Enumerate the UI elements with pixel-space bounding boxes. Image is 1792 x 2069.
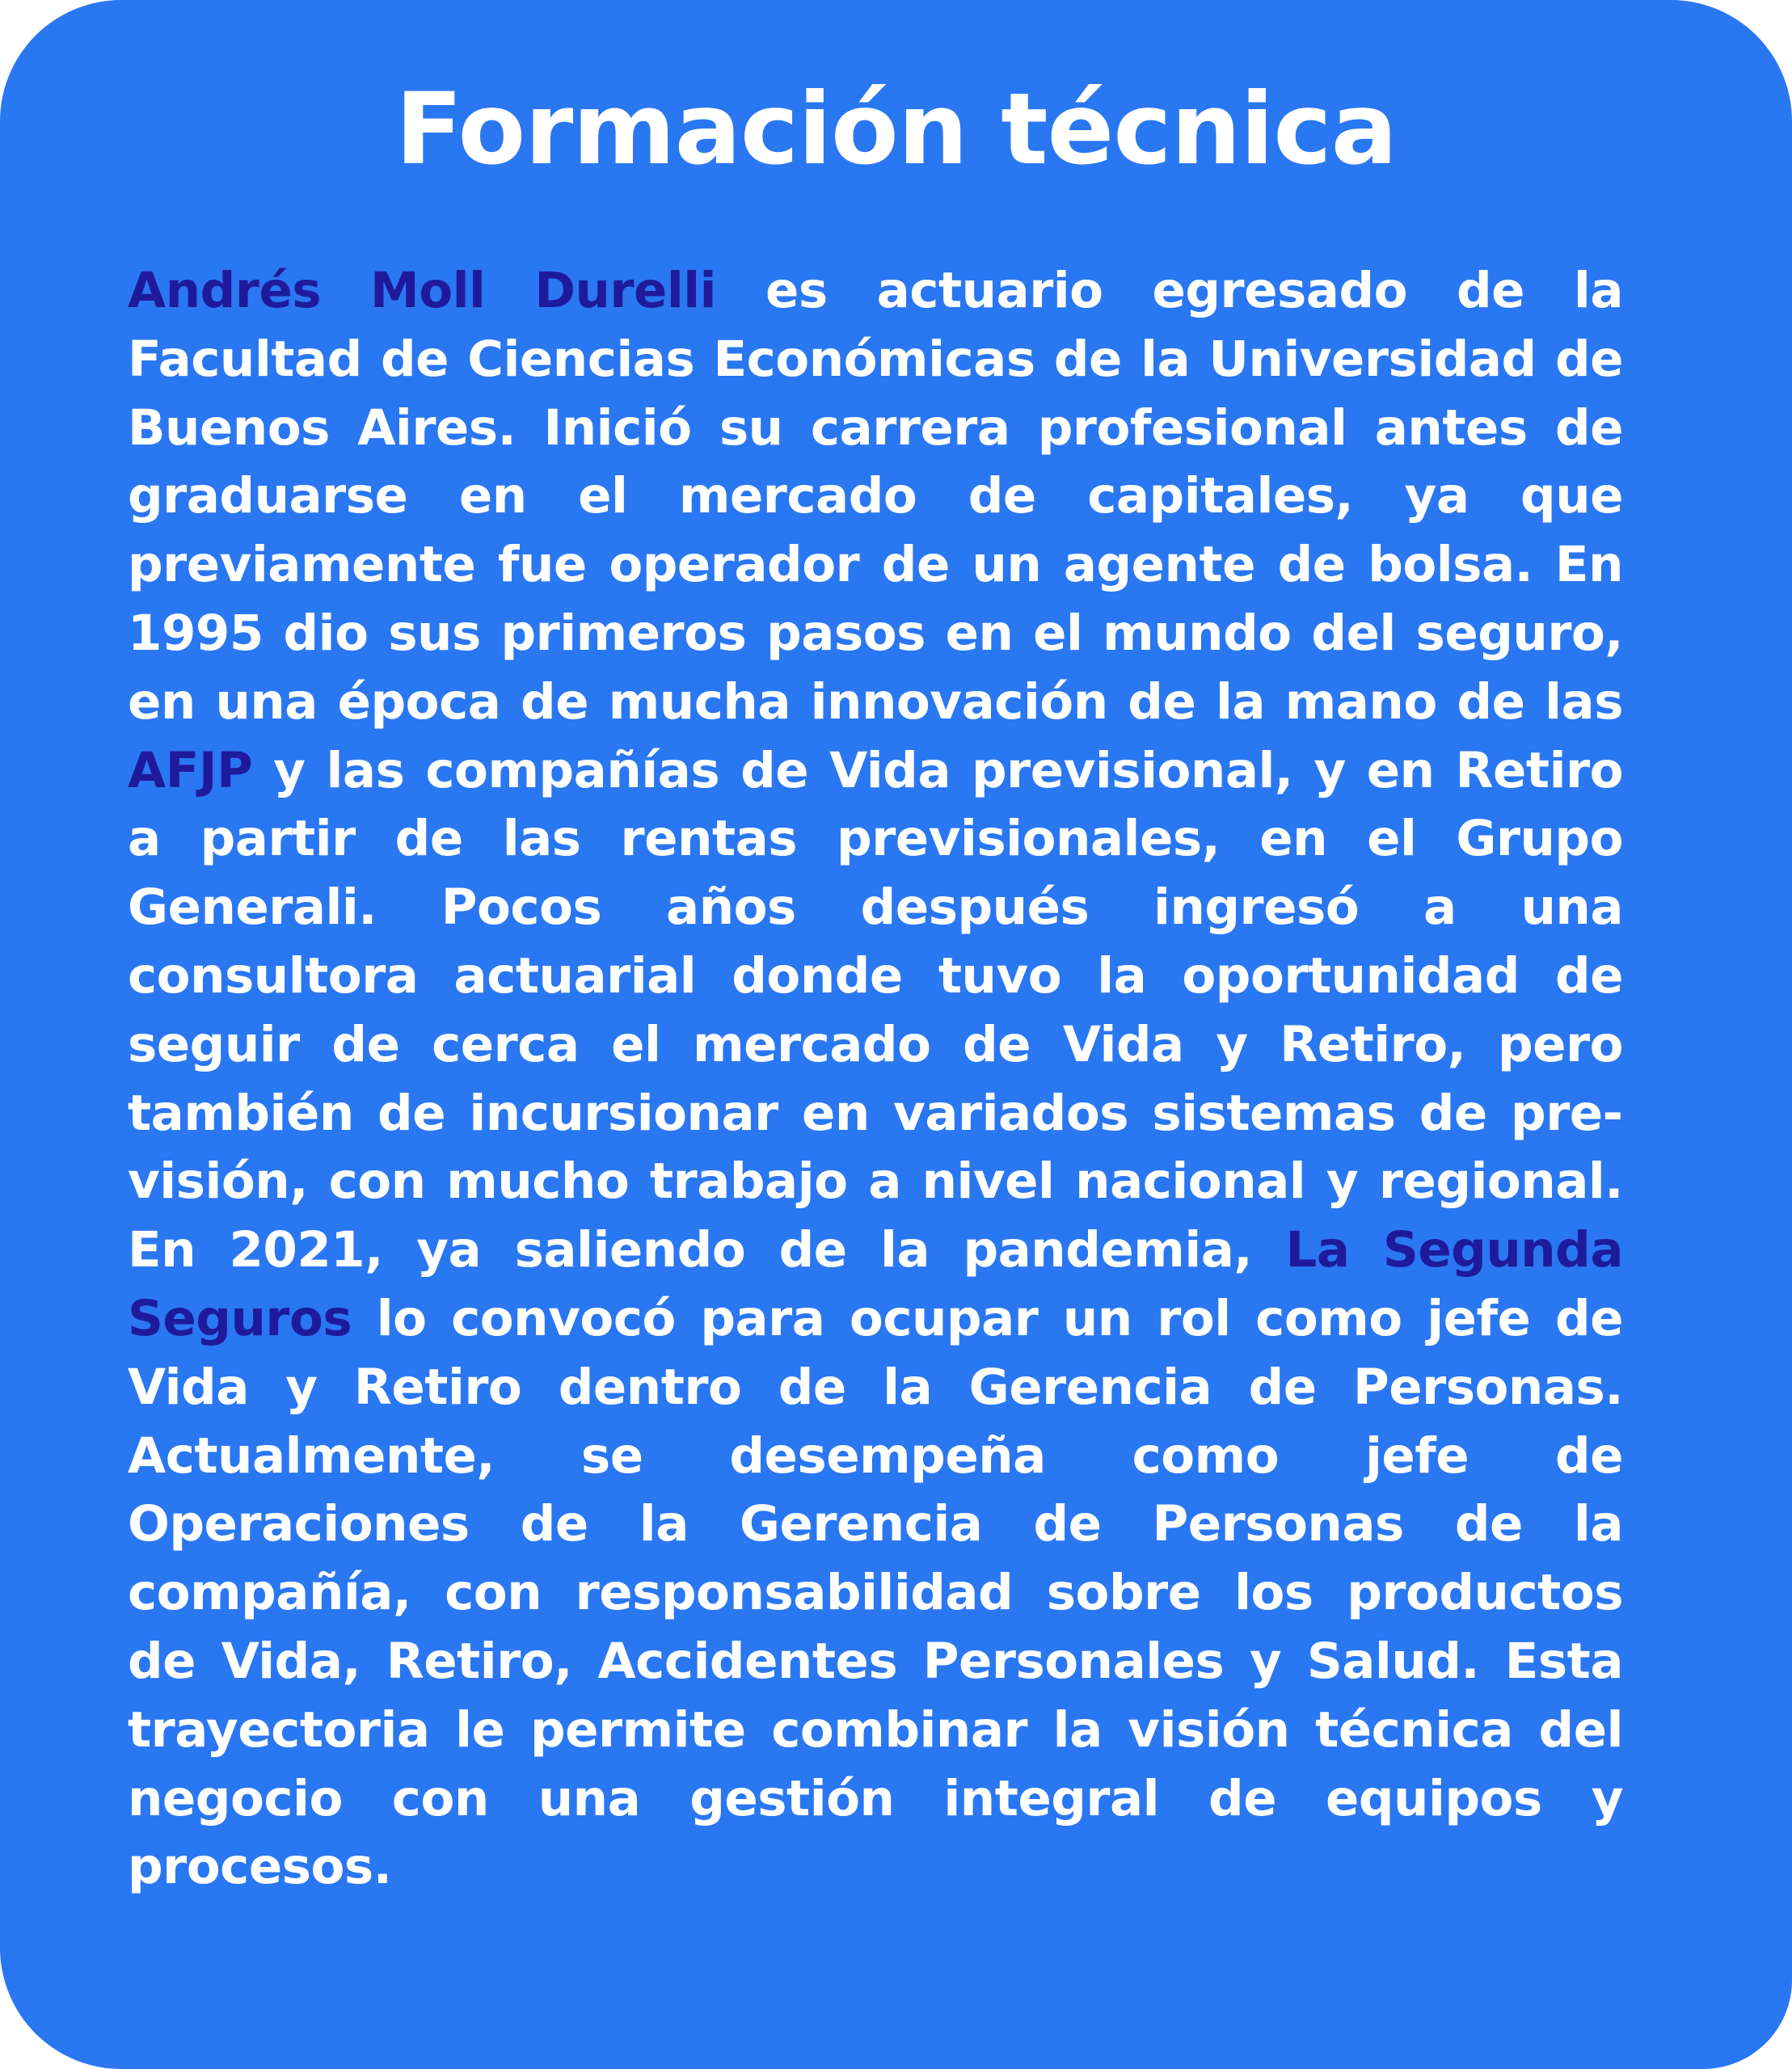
person-name: Andrés Moll Durelli	[128, 262, 717, 319]
bio-text-part3: lo convocó para ocupar un rol como jefe de Vida y Retiro dentro de la Gerencia de Personas. Actualmente, se desempeña como jefe de Operaciones de la Gerencia de Personas de la compañía, con responsabilidad sobre los productos de Vida, Retiro, Accidentes Personales y Salud. Esta trayectoria le permite combinar la visión técnica del negocio con una gestión integral de equipos y procesos.	[128, 1289, 1623, 1896]
bio-text-part2: y las compañías de Vida previsional, y en Retiro a partir de las rentas previsionales, en el Grupo Generali. Pocos años después ingresó a una consultora actuarial donde tuvo la oportunidad de seguir de cerca el mercado de Vida y Retiro, pero también de incursionar en variados sistemas de previsión, con mucho trabajo a nivel nacional y regional. En 2021, ya saliendo de la pandemia,	[128, 741, 1623, 1279]
afjp-highlight: AFJP	[128, 741, 253, 799]
bio-text-part1: es actuario egresado de la Facultad de Ciencias Económicas de la Universidad de Buenos Aires. Inició su carrera profesional antes de graduarse en el mercado de capitales, ya que previamente fue operador de un agente de bolsa. En 1995 dio sus primeros pasos en el mundo del seguro, en una época de mucha innovación de la mano de las	[128, 262, 1623, 731]
bio-paragraph	[128, 257, 1623, 1902]
page-title: Formación técnica	[395, 72, 1397, 187]
company-name: La Segunda Seguros	[128, 1221, 1624, 1347]
